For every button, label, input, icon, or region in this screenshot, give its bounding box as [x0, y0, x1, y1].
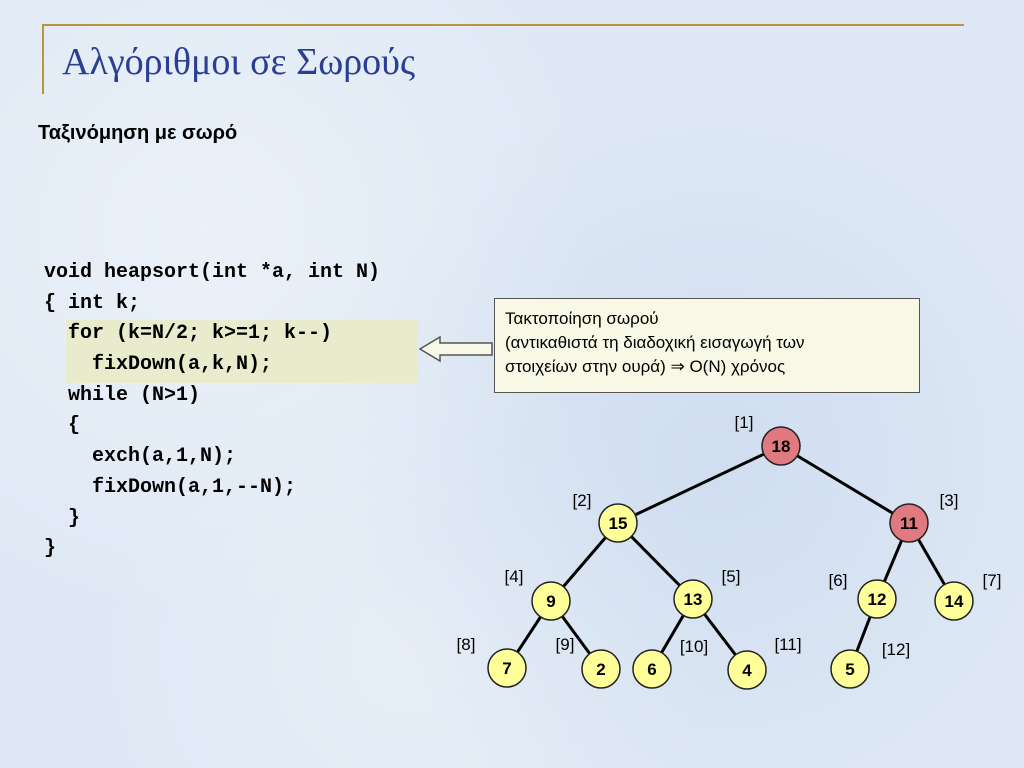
heap-node-value: 13 [683, 590, 703, 609]
heap-node-value: 4 [742, 661, 752, 680]
heap-node-value: 12 [867, 590, 887, 609]
code-line: fixDown(a,1,--N); [44, 475, 297, 499]
heap-node-index: [8] [456, 635, 476, 654]
callout-line: Τακτοποίηση σωρού [505, 309, 659, 328]
callout-line: στοιχείων στην ουρά) ⇒ O(N) χρόνος [505, 357, 786, 376]
code-line: while (N>1) [44, 383, 201, 407]
heap-node-index: [5] [721, 567, 741, 586]
code-line: exch(a,1,N); [44, 445, 237, 469]
heap-node-value: 9 [546, 592, 556, 611]
heap-node-value: 2 [596, 660, 606, 679]
heap-node-value: 7 [502, 659, 512, 678]
code-line: } [44, 537, 57, 561]
code-line: { [44, 414, 81, 438]
slide-subtitle: Ταξινόμηση με σωρό [38, 122, 238, 144]
slide-title: Αλγόριθμοι σε Σωρούς [62, 41, 416, 83]
heap-node-value: 11 [900, 514, 918, 533]
heap-node-index: [2] [572, 491, 592, 510]
heap-node-index: [12] [881, 640, 911, 659]
heap-node-index: [10] [679, 637, 709, 656]
code-line: } [44, 506, 81, 530]
heap-node-value: 15 [608, 514, 628, 533]
heap-node-index: [6] [828, 571, 848, 590]
code-line: { int k; [44, 291, 141, 315]
code-line: fixDown(a,k,N); [44, 353, 273, 377]
heap-node-index: [1] [734, 413, 754, 432]
heap-node-value: 14 [944, 592, 964, 611]
heap-node-index: [9] [555, 635, 575, 654]
heap-node-value: 18 [771, 437, 791, 456]
heap-node-index: [3] [939, 491, 959, 510]
heap-node-index: [4] [504, 567, 524, 586]
code-line: for (k=N/2; k>=1; k--) [44, 322, 333, 346]
heap-node-value: 6 [647, 660, 657, 679]
heap-edge [781, 446, 909, 523]
heap-node-index: [11] [774, 635, 802, 654]
code-line: void heapsort(int *a, int N) [44, 261, 381, 284]
heap-node-index: [7] [982, 571, 1002, 590]
heap-node-value: 5 [845, 660, 855, 679]
heap-edge [618, 446, 781, 523]
callout-line: (αντικαθιστά τη διαδοχική εισαγωγή των [505, 333, 805, 352]
